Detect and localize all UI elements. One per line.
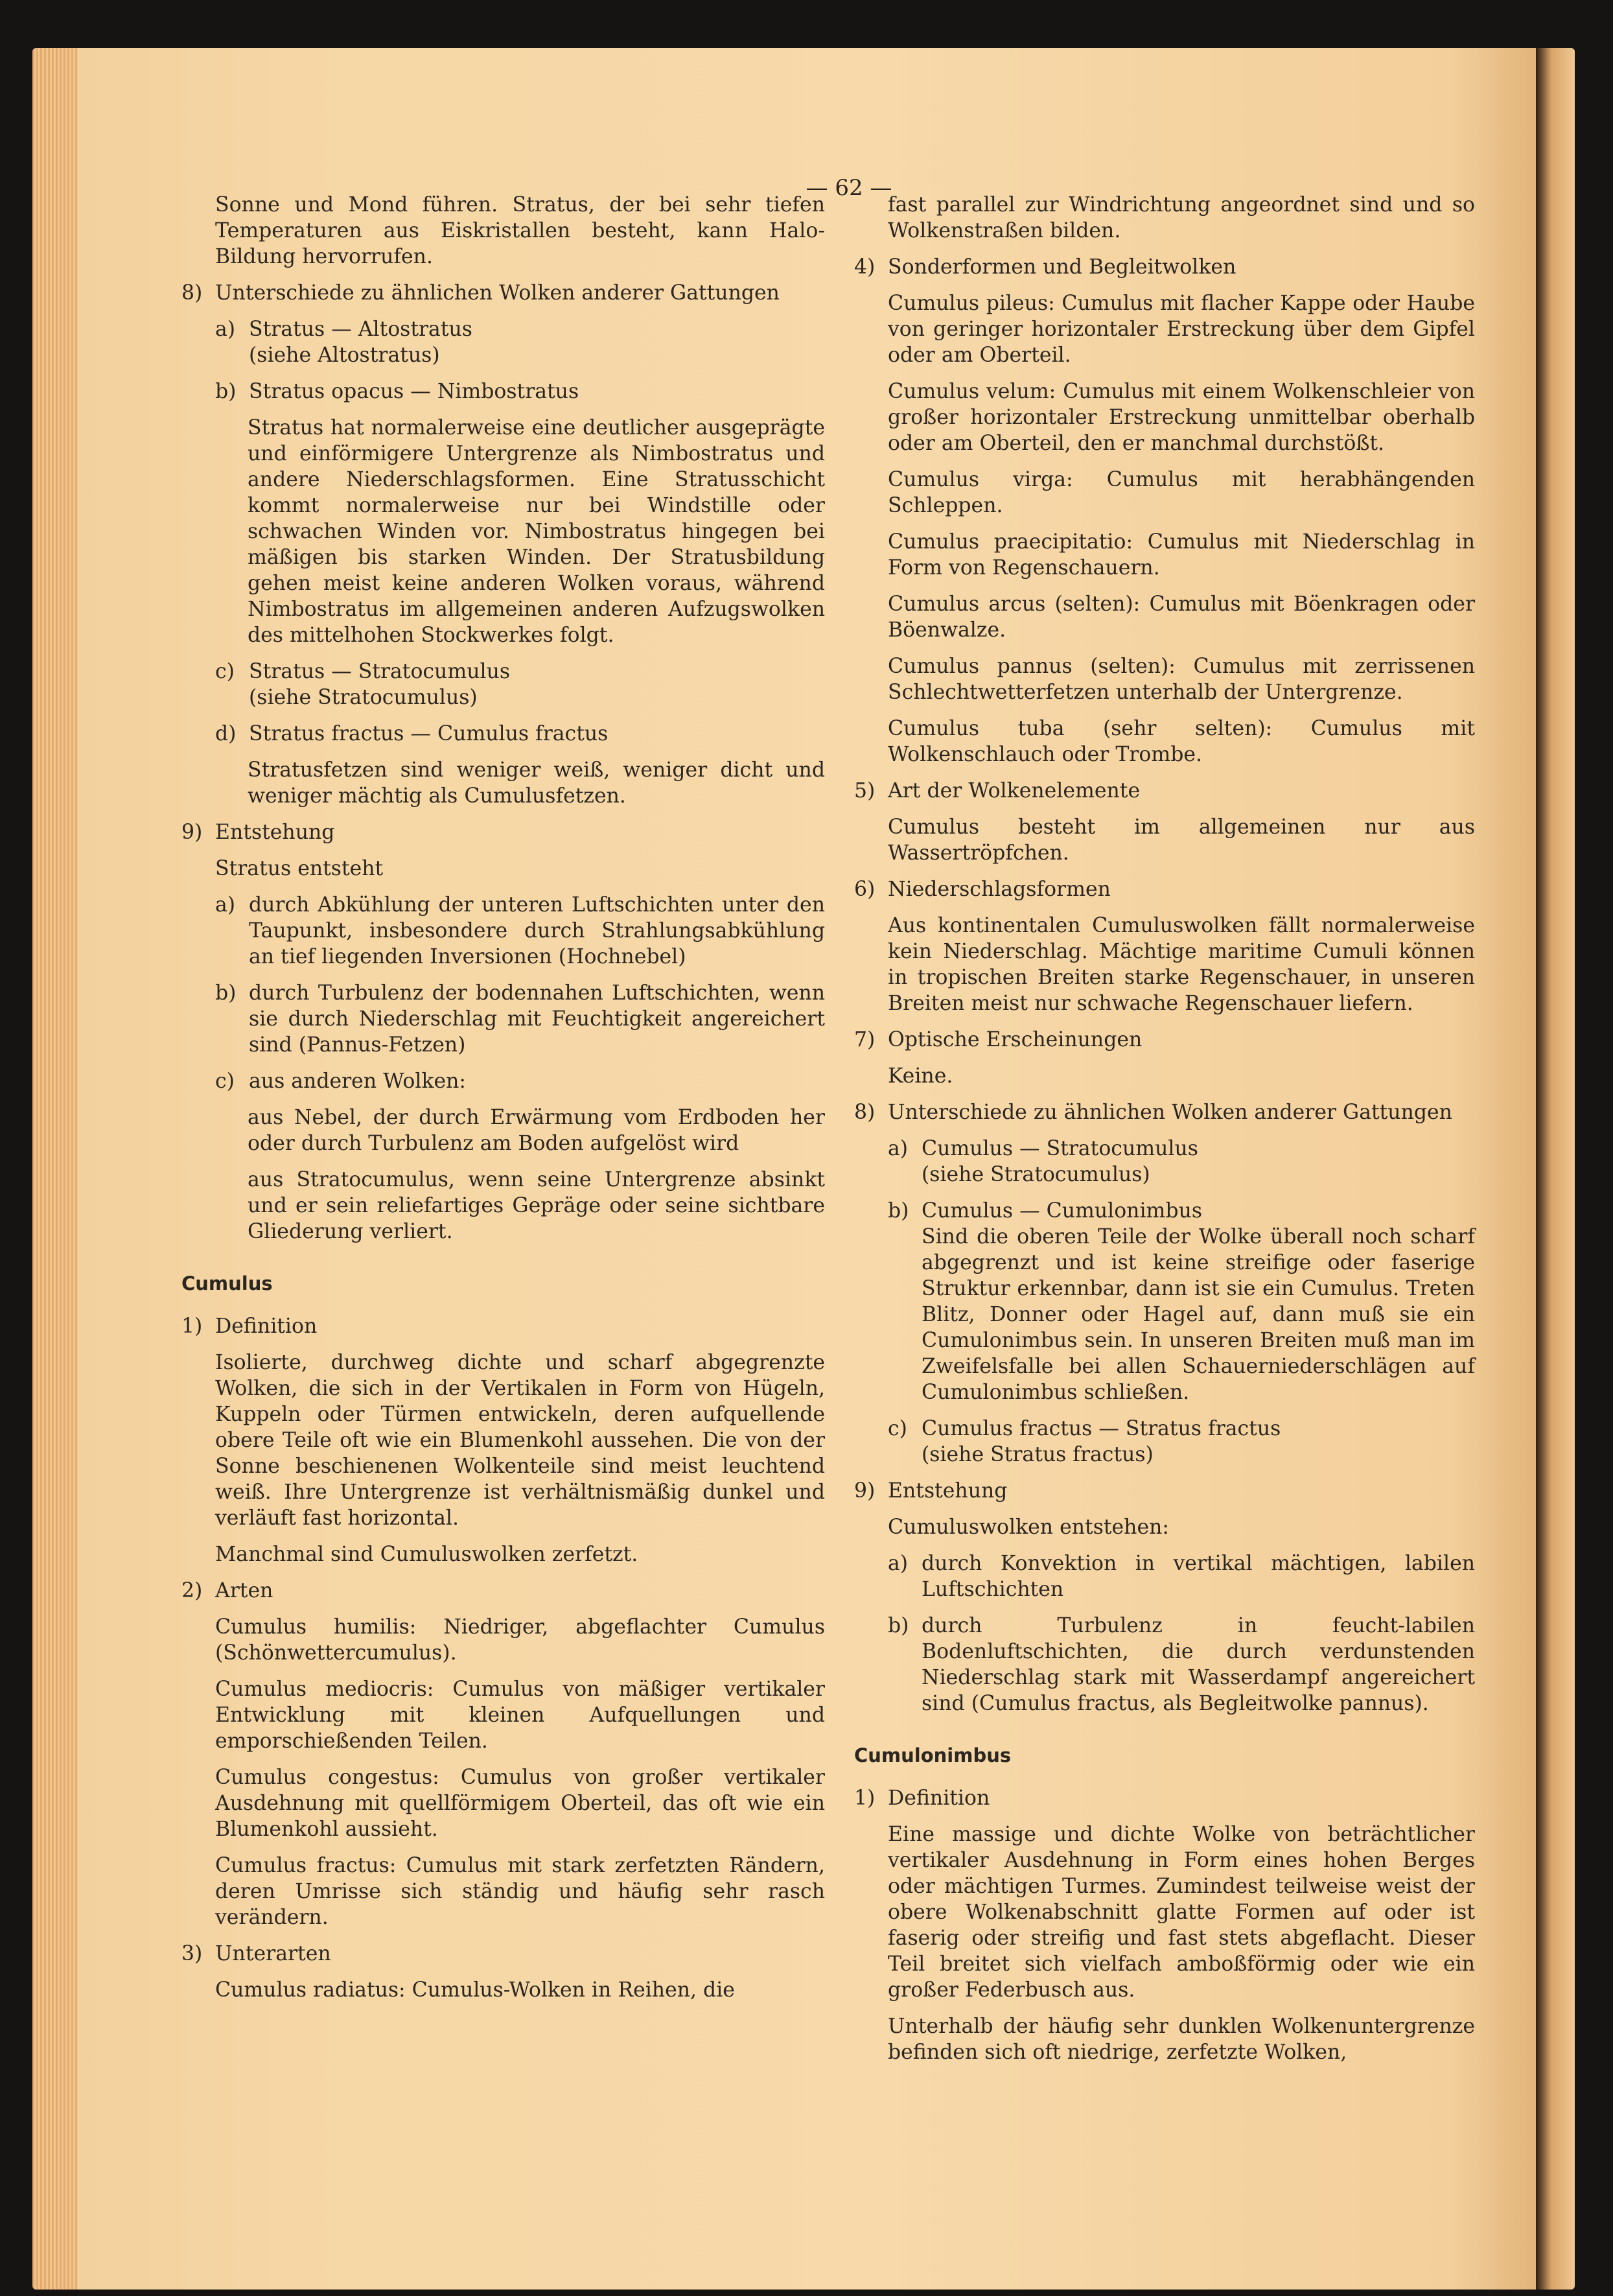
numbered-heading [181,1941,825,1967]
lettered-item [854,1198,1475,1405]
item-number: b) [215,380,237,403]
paragraph: Stratus hat normalerweise eine deutlicher ausgeprägte und einförmigere Untergrenze als Nimbostratus und andere Niederschlagsformen. Eine Stratusschicht kommt normalerweise nur bei Windstille oder schwachen Winden vor. Nimbostratus hingegen bei mäßigen bis starken Winden. Der Stratusbildung gehen meist keine anderen Wolken voraus, während Nimbostratus im allgemeinen anderen Aufzugswolken des mittelhohen Stockwerkes folgt. [248,416,825,647]
paragraph: Cumulus virga: Cumulus mit herabhängenden Schleppen. [888,468,1475,517]
numbered-heading [181,280,825,306]
item-text: durch Turbulenz der bodennahen Luftschichten, wenn sie durch Niederschlag mit Feuchtigkeit angereichert sind (Pannus-Fetzen) [249,981,825,1057]
item-text: Arten [215,1579,273,1602]
lettered-item [181,980,825,1058]
numbered-heading [181,1313,825,1339]
right-column [854,192,1475,2076]
item-number: 1) [181,1315,203,1338]
paragraph: Aus kontinentalen Cumuluswolken fällt normalerweise kein Niederschlag. Mächtige maritime Cumuli können in tropischen Breiten starke Regenschauer, in unseren Breiten meist nur schwache Regenschauer liefern. [888,914,1475,1015]
paragraph: Stratusfetzen sind weniger weiß, weniger dicht und weniger mächtig als Cumulusfetzen. [248,758,825,808]
item-number: d) [215,722,237,745]
item-number: c) [215,660,235,683]
item-text: Cumulus fractus — Stratus fractus (siehe Stratus fractus) [922,1417,1281,1466]
item-text: aus anderen Wolken: [249,1070,467,1093]
paragraph: Isolierte, durchweg dichte und scharf abgegrenzte Wolken, die sich in der Vertikalen in Form von Hügeln, Kuppeln oder Türmen entwickeln, deren aufquellende obere Teile oft wie ein Blumenkohl aussehen. Die von der Sonne beschienenen Wolkenteile sind meist leuchtend weiß. Ihre Untergrenze ist verhältnismäßig dunkel und verläuft fast horizontal. [215,1351,825,1530]
paragraph: Manchmal sind Cumuluswolken zerfetzt. [215,1543,638,1566]
item-number: 1) [854,1786,876,1810]
left-column [181,192,825,2013]
lettered-item [181,379,825,404]
item-number: c) [215,1070,235,1093]
item-number: 8) [854,1101,876,1124]
item-text: Stratus opacus — Nimbostratus [249,380,579,403]
lettered-item [854,1551,1475,1602]
lettered-item [181,892,825,970]
item-number: 9) [854,1479,876,1503]
item-number: 8) [181,281,203,305]
section-title: Cumulus [181,1272,273,1294]
item-text: Cumulus — Stratocumulus (siehe Stratocumulus) [922,1137,1198,1186]
paragraph: Unterhalb der häufig sehr dunklen Wolkenuntergrenze befinden sich oft niedrige, zerfetzte Wolken, [888,2015,1475,2064]
item-text: Stratus fractus — Cumulus fractus [249,722,609,745]
numbered-heading [181,819,825,845]
item-number: 7) [854,1028,876,1051]
item-text: Cumulus — Cumulonimbus Sind die oberen Teile der Wolke überall noch scharf abgegrenzt und ist keine streifige oder faserige Struktur erkennbar, dann ist sie ein Cumulus. Treten Blitz, Donner oder Hagel auf, dann muß sie ein Cumulonimbus sein. In unseren Breiten muß man im Zweifelsfalle bei allen Schauerniederschlägen auf Cumulonimbus schließen. [922,1199,1475,1404]
item-text: Definition [888,1786,990,1810]
item-number: 4) [854,255,876,279]
item-text: Definition [215,1315,318,1338]
paragraph: Cumulus pannus (selten): Cumulus mit zerrissenen Schlechtwetterfetzen unterhalb der Untergrenze. [888,655,1475,704]
numbered-heading [854,254,1475,280]
numbered-heading [854,1099,1475,1125]
paragraph: Eine massige und dichte Wolke von beträchtlicher vertikaler Ausdehnung in Form eines hohen Berges oder mächtigen Turmes. Zumindest teilweise weist der obere Wolkenabschnitt glatte Formen auf oder ist faserig oder streifig und fast stets abgeflacht. Dieser Teil breitet sich vielfach amboßförmig oder wie ein großer Federbusch aus. [888,1823,1475,2002]
paragraph: Keine. [888,1064,953,1088]
item-text: Niederschlagsformen [888,878,1111,901]
item-number: a) [888,1552,909,1575]
item-text: Art der Wolkenelemente [888,779,1141,802]
item-number: b) [215,981,237,1005]
item-number: c) [888,1417,907,1440]
paragraph: Cumulus fractus: Cumulus mit stark zerfetzten Rändern, deren Umrisse sich ständig und häufig sehr rasch verändern. [215,1854,825,1929]
paragraph: Cumulus humilis: Niedriger, abgeflachter Cumulus (Schönwettercumulus). [215,1615,825,1665]
numbered-heading [854,1027,1475,1053]
item-number: 9) [181,821,203,844]
page-number: — 62 — [806,175,892,201]
paragraph: Stratus entsteht [215,857,384,880]
item-text: Entstehung [888,1479,1008,1503]
paragraph: Cumulus arcus (selten): Cumulus mit Böenkragen oder Böenwalze. [888,592,1475,642]
paragraph: Cumulus tuba (sehr selten): Cumulus mit Wolkenschlauch oder Trombe. [888,717,1475,766]
numbered-heading [854,1478,1475,1504]
paragraph: Cumulus velum: Cumulus mit einem Wolkenschleier von großer horizontaler Erstreckung unmittelbar oberhalb oder am Oberteil, den er manchmal durchstößt. [888,380,1475,455]
item-text: Stratus — Stratocumulus (siehe Stratocumulus) [249,660,511,709]
lettered-item [181,721,825,747]
item-text: Sonderformen und Begleitwolken [888,255,1236,279]
item-text: Unterschiede zu ähnlichen Wolken anderer Gattungen [888,1101,1452,1124]
facing-page-edge [1536,48,1575,2290]
lettered-item [181,316,825,368]
item-text: Unterschiede zu ähnlichen Wolken anderer Gattungen [215,281,780,305]
item-number: b) [888,1199,909,1223]
section-title: Cumulonimbus [854,1744,1012,1766]
paragraph: Cumulus mediocris: Cumulus von mäßiger vertikaler Entwicklung mit kleinen Aufquellungen und emporschießenden Teilen. [215,1678,825,1753]
item-number: 5) [854,779,876,802]
paragraph: Cumulus pileus: Cumulus mit flacher Kappe oder Haube von geringer horizontaler Erstreckung über dem Gipfel oder am Oberteil. [888,292,1475,367]
paragraph: Cumulus congestus: Cumulus von großer vertikaler Ausdehnung mit quellförmigem Oberteil, das oft wie ein Blumenkohl aussieht. [215,1766,825,1841]
lettered-item [854,1416,1475,1468]
item-number: 2) [181,1579,203,1602]
item-number: b) [888,1614,909,1637]
item-text: durch Turbulenz in feucht-labilen Bodenluftschichten, die durch verdunstenden Niederschlag stark mit Wasserdampf angereichert sind (Cumulus fractus, als Begleitwolke pannus). [922,1614,1475,1715]
item-number: a) [888,1137,909,1160]
paragraph: aus Nebel, der durch Erwärmung vom Erdboden her oder durch Turbulenz am Boden aufgelöst wird [248,1106,825,1155]
paragraph: Cumulus besteht im allgemeinen nur aus Wassertröpfchen. [888,815,1475,865]
paragraph: Cumulus radiatus: Cumulus-Wolken in Reihen, die [215,1978,735,2002]
lettered-item [854,1613,1475,1716]
numbered-heading [854,876,1475,902]
item-text: Optische Erscheinungen [888,1028,1143,1051]
paragraph: aus Stratocumulus, wenn seine Untergrenze absinkt und er sein reliefartiges Gepräge oder seine sichtbare Gliederung verliert. [248,1168,825,1243]
lettered-item [181,1068,825,1094]
lettered-item [854,1136,1475,1188]
item-number: 6) [854,878,876,901]
item-text: durch Konvektion in vertikal mächtigen, labilen Luftschichten [922,1552,1475,1601]
item-number: 3) [181,1942,203,1965]
paragraph: Sonne und Mond führen. Stratus, der bei sehr tiefen Temperaturen aus Eiskristallen besteht, kann Halo-Bildung hervorrufen. [215,193,825,268]
item-text: durch Abkühlung der unteren Luftschichten unter den Taupunkt, insbesondere durch Strahlungsabkühlung an tief liegenden Inversionen (Hochnebel) [249,893,825,968]
item-text: Unterarten [215,1942,331,1965]
page-edges [32,48,78,2290]
item-text: Entstehung [215,821,335,844]
item-number: a) [215,318,236,341]
item-number: a) [215,893,236,917]
paragraph: Cumuluswolken entstehen: [888,1516,1169,1539]
paragraph: fast parallel zur Windrichtung angeordnet sind und so Wolkenstraßen bilden. [888,193,1475,242]
numbered-heading [854,778,1475,804]
item-text: Stratus — Altostratus (siehe Altostratus) [249,318,472,367]
paragraph: Cumulus praecipitatio: Cumulus mit Niederschlag in Form von Regenschauern. [888,530,1475,580]
numbered-heading [854,1785,1475,1811]
numbered-heading [181,1578,825,1604]
lettered-item [181,659,825,710]
